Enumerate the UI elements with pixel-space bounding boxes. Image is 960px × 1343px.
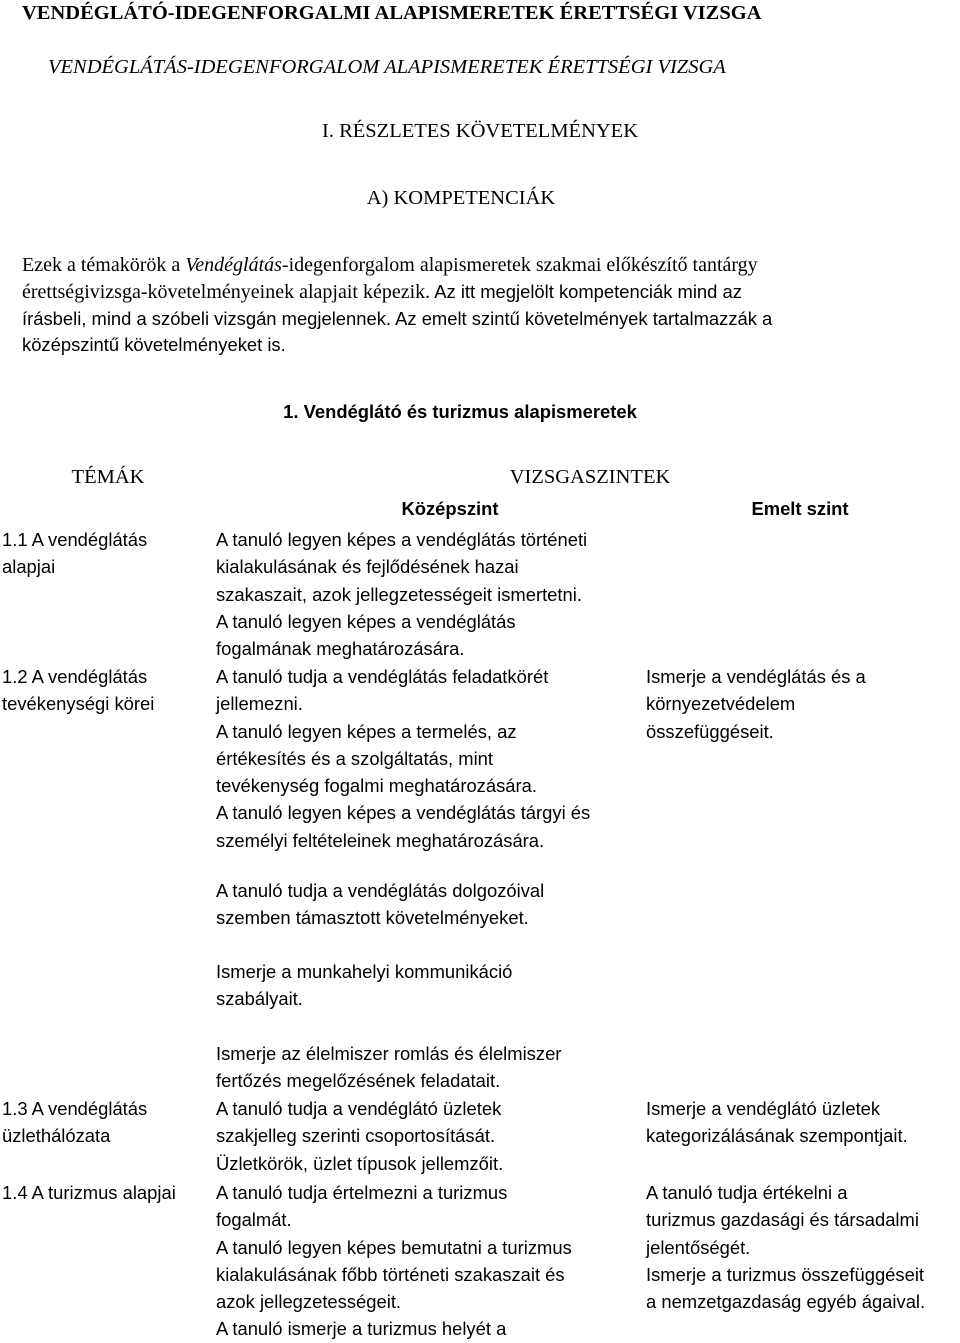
table-header-levels: VIZSGASZINTEK	[509, 466, 671, 488]
topic-line: 1.1 A vendéglátás	[2, 529, 148, 550]
intro-line-2	[22, 279, 942, 306]
intro-text: érettségivizsga-követelményeinek alapjait képezik.	[22, 280, 431, 303]
intro-text: Ezek a témakörök a	[22, 254, 186, 276]
intro-italic-term: Vendéglátás	[185, 254, 282, 276]
document-header-line2: VENDÉGLÁTÁS-IDEGENFORGALOM ALAPISMERETEK ÉRETTSÉGI VIZSGA	[48, 56, 726, 78]
mid-line: A tanuló legyen képes a termelés, az	[216, 720, 517, 742]
adv-line: környezetvédelem	[646, 693, 796, 715]
mid-line: azok jellegzetességeit.	[216, 1291, 402, 1313]
table-row-mid-extra	[216, 877, 544, 932]
table-row-mid-extra	[216, 1040, 561, 1095]
table-header-mid: Középszint	[401, 498, 499, 519]
mid-line: A tanuló legyen képes a vendéglátás tárgyi és	[216, 802, 591, 824]
table-row-mid	[216, 526, 587, 662]
subsection-title: A) KOMPETENCIÁK	[366, 187, 556, 209]
intro-line-4: középszintű követelményeket is.	[22, 334, 286, 356]
adv-line: Ismerje a turizmus összefüggéseit	[646, 1263, 925, 1285]
mid-line: szakaszait, azok jellegzetességeit ismertetni.	[216, 583, 582, 605]
mid-line: fogalmát.	[216, 1209, 292, 1231]
table-row-adv	[646, 663, 866, 745]
mid-line: A tanuló tudja a vendéglátó üzletek	[216, 1098, 502, 1119]
topic-line: tevékenységi körei	[2, 693, 155, 715]
mid-line: Ismerje a munkahelyi kommunikáció	[216, 961, 513, 982]
adv-line: Ismerje a vendéglátás és a	[646, 666, 866, 687]
table-row-mid	[216, 663, 590, 854]
mid-line: értékesítés és a szolgáltatás, mint	[216, 747, 494, 769]
mid-line: Ismerje az élelmiszer romlás és élelmiszer	[216, 1043, 562, 1064]
mid-line: jellemezni.	[216, 693, 303, 715]
adv-line: A tanuló tudja értékelni a	[646, 1182, 848, 1203]
table-row-topic	[2, 663, 154, 718]
mid-line: szabályait.	[216, 988, 303, 1010]
intro-text: -idegenforgalom alapismeretek szakmai előkészítő tantárgy	[281, 254, 758, 276]
mid-line: fogalmának meghatározására.	[216, 638, 465, 660]
table-row-topic	[2, 526, 147, 581]
intro-text: Az itt megjelölt kompetenciák mind az	[430, 280, 742, 302]
mid-line: A tanuló tudja értelmezni a turizmus	[216, 1182, 508, 1203]
topic-line: 1.2 A vendéglátás	[2, 666, 148, 687]
adv-line: Ismerje a vendéglátó üzletek	[646, 1098, 881, 1119]
mid-line: Üzletkörök, üzlet típusok jellemzőit.	[216, 1152, 504, 1174]
mid-line: tevékenység fogalmi meghatározására.	[216, 775, 537, 797]
mid-line: szakjelleg szerinti csoportosítását.	[216, 1125, 496, 1147]
mid-line: A tanuló legyen képes bemutatni a turizmus	[216, 1236, 572, 1258]
table-row-topic	[2, 1179, 176, 1206]
table-row-mid	[216, 1179, 572, 1343]
adv-line: turizmus gazdasági és társadalmi	[646, 1209, 919, 1231]
mid-line: A tanuló tudja a vendéglátás dolgozóival	[216, 880, 545, 901]
mid-line: A tanuló legyen képes a vendéglátás történeti	[216, 529, 588, 550]
topic-line: üzlethálózata	[2, 1125, 111, 1147]
table-header-topics: TÉMÁK	[71, 466, 145, 488]
table-row-adv	[646, 1095, 908, 1150]
mid-line: fertőzés megelőzésének feladatait.	[216, 1070, 501, 1092]
table-row-mid	[216, 1095, 503, 1177]
table-row-adv	[646, 1179, 925, 1315]
chapter-title: 1. Vendéglátó és turizmus alapismeretek	[283, 401, 637, 422]
intro-line-3: írásbeli, mind a szóbeli vizsgán megjelennek. Az emelt szintű követelmények tartalmazzák a	[22, 307, 773, 329]
adv-line: kategorizálásának szempontjait.	[646, 1125, 908, 1147]
mid-line: A tanuló legyen képes a vendéglátás	[216, 610, 516, 632]
intro-paragraph	[22, 252, 942, 359]
topic-line: 1.4 A turizmus alapjai	[2, 1182, 176, 1203]
mid-line: szemben támasztott követelményeket.	[216, 907, 529, 929]
document-header-line1: VENDÉGLÁTÓ-IDEGENFORGALMI ALAPISMERETEK ÉRETTSÉGI VIZSGA	[22, 2, 762, 24]
adv-line: a nemzetgazdaság egyéb ágaival.	[646, 1291, 926, 1313]
mid-line: kialakulásának és fejlődésének hazai	[216, 556, 519, 578]
table-header-adv: Emelt szint	[751, 498, 849, 519]
topic-line: alapjai	[2, 556, 56, 578]
table-row-topic	[2, 1095, 147, 1150]
section-title: I. RÉSZLETES KÖVETELMÉNYEK	[322, 120, 638, 142]
mid-line: kialakulásának főbb történeti szakaszait és	[216, 1263, 565, 1285]
intro-line-1	[22, 252, 942, 279]
adv-line: összefüggéseit.	[646, 720, 774, 742]
topic-line: 1.3 A vendéglátás	[2, 1098, 148, 1119]
mid-line: személyi feltételeinek meghatározására.	[216, 829, 545, 851]
adv-line: jelentőségét.	[646, 1236, 751, 1258]
table-row-mid-extra	[216, 958, 512, 1013]
mid-line: A tanuló ismerje a turizmus helyét a	[216, 1318, 507, 1340]
mid-line: A tanuló tudja a vendéglátás feladatkörét	[216, 666, 549, 687]
